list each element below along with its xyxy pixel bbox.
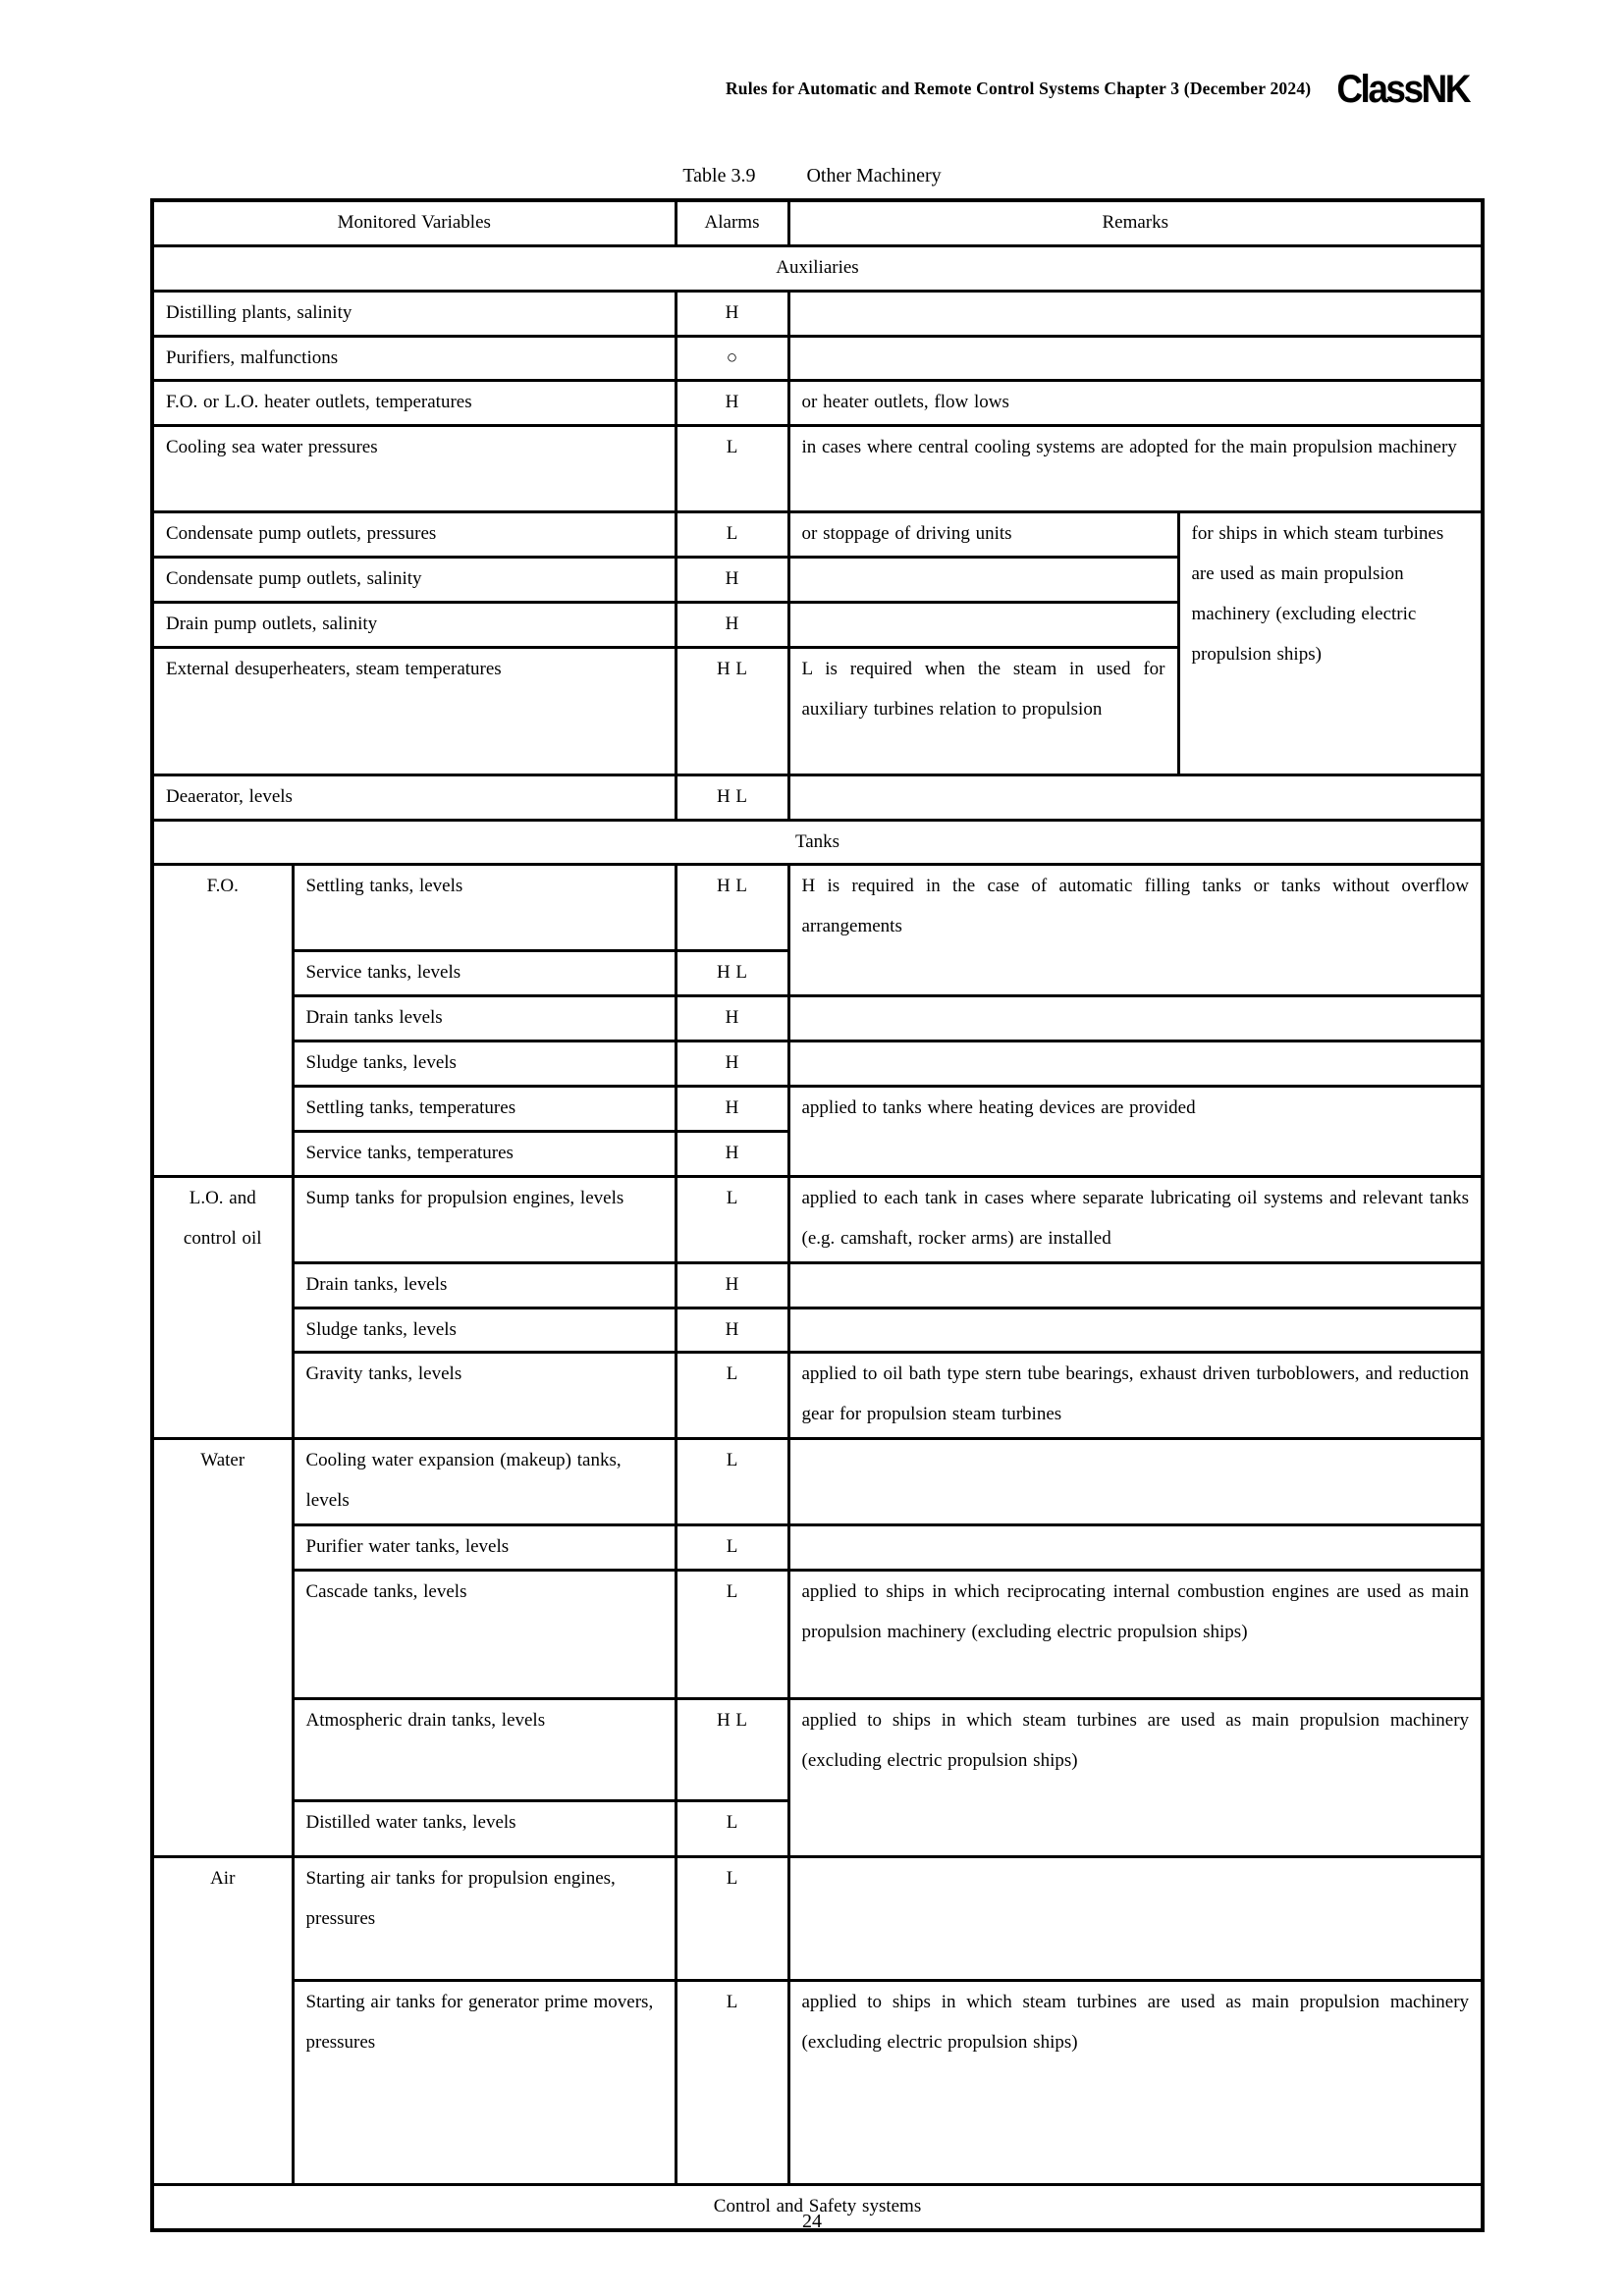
- cell-variable: Gravity tanks, levels: [293, 1353, 676, 1439]
- other-machinery-table: [150, 198, 1485, 2232]
- cell-alarm: L: [676, 1176, 788, 1262]
- row-fo-settling-temps: [152, 1086, 1483, 1131]
- row-lo-sump-tanks: [152, 1176, 1483, 1262]
- row-lo-gravity-tanks: [152, 1353, 1483, 1439]
- group-label-fo: F.O.: [152, 865, 293, 1176]
- cell-variable: External desuperheaters, steam temperatures: [152, 647, 676, 774]
- cell-alarm: L: [676, 426, 788, 512]
- row-water-purifier-tanks: [152, 1525, 1483, 1571]
- cell-variable: Purifier water tanks, levels: [293, 1525, 676, 1571]
- cell-remark: in cases where central cooling systems are adopted for the main propulsion machinery: [788, 426, 1483, 512]
- cell-remark: applied to each tank in cases where separate lubricating oil systems and relevant tanks (e.g. camshaft, rocker arms) are installed: [788, 1176, 1483, 1262]
- cell-alarm: L: [676, 1857, 788, 1981]
- cell-remark: [788, 558, 1178, 603]
- cell-variable: F.O. or L.O. heater outlets, temperatures: [152, 381, 676, 426]
- cell-variable: Condensate pump outlets, salinity: [152, 558, 676, 603]
- cell-variable: Deaerator, levels: [152, 774, 676, 820]
- row-lo-sludge-levels: [152, 1308, 1483, 1353]
- cell-alarm: H: [676, 1041, 788, 1087]
- section-row-auxiliaries: [152, 245, 1483, 291]
- cell-variable: Drain pump outlets, salinity: [152, 602, 676, 647]
- cell-remark: [788, 602, 1178, 647]
- cell-alarm: H: [676, 558, 788, 603]
- section-row-tanks: [152, 820, 1483, 865]
- table-caption: [0, 165, 1624, 187]
- row-fo-drain-levels: [152, 996, 1483, 1041]
- cell-alarm: L: [676, 1801, 788, 1857]
- cell-variable: Starting air tanks for generator prime movers, pressures: [293, 1981, 676, 2185]
- cell-steam-turbine-note: for ships in which steam turbines are used as main propulsion machinery (excluding electric propulsion ships): [1178, 512, 1483, 775]
- cell-alarm: L: [676, 1525, 788, 1571]
- table-name: Other Machinery: [806, 165, 942, 187]
- cell-alarm: H L: [676, 647, 788, 774]
- cell-alarm: H: [676, 602, 788, 647]
- cell-alarm: L: [676, 512, 788, 558]
- row-water-cascade-tanks: [152, 1571, 1483, 1699]
- cell-variable: Distilling plants, salinity: [152, 291, 676, 336]
- cell-variable: Cascade tanks, levels: [293, 1571, 676, 1699]
- cell-remark: or stoppage of driving units: [788, 512, 1178, 558]
- section-label-tanks: Tanks: [152, 820, 1483, 865]
- cell-remark: [788, 1041, 1483, 1087]
- row-heater-outlets: [152, 381, 1483, 426]
- header-title: Rules for Automatic and Remote Control Systems Chapter 3 (December 2024): [725, 79, 1312, 98]
- group-label-air: Air: [152, 1857, 293, 2185]
- cell-remark: [788, 996, 1483, 1041]
- cell-variable: Settling tanks, levels: [293, 865, 676, 951]
- cell-variable: Sump tanks for propulsion engines, levels: [293, 1176, 676, 1262]
- cell-alarm: H L: [676, 1699, 788, 1801]
- cell-alarm: H: [676, 291, 788, 336]
- cell-variable: Cooling sea water pressures: [152, 426, 676, 512]
- cell-variable: Sludge tanks, levels: [293, 1308, 676, 1353]
- cell-remark: H is required in the case of automatic filling tanks or tanks without overflow arrangements: [788, 865, 1483, 996]
- cell-variable: Atmospheric drain tanks, levels: [293, 1699, 676, 1801]
- table-number: Table 3.9: [682, 165, 756, 187]
- cell-alarm-circle: ○: [676, 336, 788, 381]
- cell-alarm: L: [676, 1981, 788, 2185]
- cell-variable: Service tanks, levels: [293, 951, 676, 996]
- cell-variable: Distilled water tanks, levels: [293, 1801, 676, 1857]
- row-air-starting-generator: [152, 1981, 1483, 2185]
- row-water-atmospheric-drain: [152, 1699, 1483, 1801]
- cell-variable: Cooling water expansion (makeup) tanks, levels: [293, 1439, 676, 1525]
- cell-variable: Purifiers, malfunctions: [152, 336, 676, 381]
- cell-remark: or heater outlets, flow lows: [788, 381, 1483, 426]
- cell-alarm: L: [676, 1353, 788, 1439]
- group-label-water: Water: [152, 1439, 293, 1857]
- group-label-lo: L.O. and control oil: [152, 1176, 293, 1439]
- cell-variable: Settling tanks, temperatures: [293, 1086, 676, 1131]
- cell-alarm: H: [676, 381, 788, 426]
- cell-remark: applied to oil bath type stern tube bearings, exhaust driven turboblowers, and reduction gear for propulsion steam turbines: [788, 1353, 1483, 1439]
- cell-remark: applied to ships in which steam turbines are used as main propulsion machinery (excluding electric propulsion ships): [788, 1699, 1483, 1857]
- cell-remark: [788, 1439, 1483, 1525]
- cell-variable: Drain tanks levels: [293, 996, 676, 1041]
- cell-alarm: H: [676, 1086, 788, 1131]
- row-air-starting-propulsion: [152, 1857, 1483, 1981]
- cell-alarm: H L: [676, 951, 788, 996]
- page-header: [725, 67, 1469, 111]
- cell-remark: applied to tanks where heating devices are provided: [788, 1086, 1483, 1176]
- cell-remark: [788, 1262, 1483, 1308]
- cell-remark: applied to ships in which steam turbines are used as main propulsion machinery (excluding electric propulsion ships): [788, 1981, 1483, 2185]
- section-label-control-safety: Control and Safety systems: [152, 2185, 1483, 2230]
- cell-alarm: L: [676, 1439, 788, 1525]
- cell-remark: L is required when the steam in used for auxiliary turbines relation to propulsion: [788, 647, 1178, 774]
- cell-variable: Starting air tanks for propulsion engines, pressures: [293, 1857, 676, 1981]
- cell-remark: [788, 1308, 1483, 1353]
- cell-alarm: H: [676, 1262, 788, 1308]
- row-condensate-pressures: [152, 512, 1483, 558]
- table-header-row: [152, 200, 1483, 245]
- cell-alarm: H: [676, 1131, 788, 1176]
- row-cooling-sea-water: [152, 426, 1483, 512]
- cell-variable: Drain tanks, levels: [293, 1262, 676, 1308]
- row-deaerator: [152, 774, 1483, 820]
- classnk-logo: ClassNK: [1336, 67, 1469, 111]
- section-label-auxiliaries: Auxiliaries: [152, 245, 1483, 291]
- cell-remark: [788, 1857, 1483, 1981]
- header-alarms: Alarms: [676, 200, 788, 245]
- header-remarks: Remarks: [788, 200, 1483, 245]
- cell-alarm: H L: [676, 774, 788, 820]
- cell-remark: [788, 336, 1483, 381]
- row-distilling-plants: [152, 291, 1483, 336]
- page-number: 24: [802, 2211, 822, 2232]
- cell-variable: Sludge tanks, levels: [293, 1041, 676, 1087]
- row-purifiers: [152, 336, 1483, 381]
- cell-alarm: H: [676, 1308, 788, 1353]
- row-lo-drain-levels: [152, 1262, 1483, 1308]
- header-monitored-variables: Monitored Variables: [152, 200, 676, 245]
- cell-alarm: H: [676, 996, 788, 1041]
- cell-variable: Condensate pump outlets, pressures: [152, 512, 676, 558]
- cell-remark: [788, 774, 1483, 820]
- row-water-cooling-expansion: [152, 1439, 1483, 1525]
- cell-remark: [788, 1525, 1483, 1571]
- row-fo-sludge-levels: [152, 1041, 1483, 1087]
- cell-variable: Service tanks, temperatures: [293, 1131, 676, 1176]
- cell-remark: [788, 291, 1483, 336]
- cell-alarm: H L: [676, 865, 788, 951]
- cell-remark: applied to ships in which reciprocating internal combustion engines are used as main propulsion machinery (excluding electric propulsion ships): [788, 1571, 1483, 1699]
- row-fo-settling-levels: [152, 865, 1483, 951]
- cell-alarm: L: [676, 1571, 788, 1699]
